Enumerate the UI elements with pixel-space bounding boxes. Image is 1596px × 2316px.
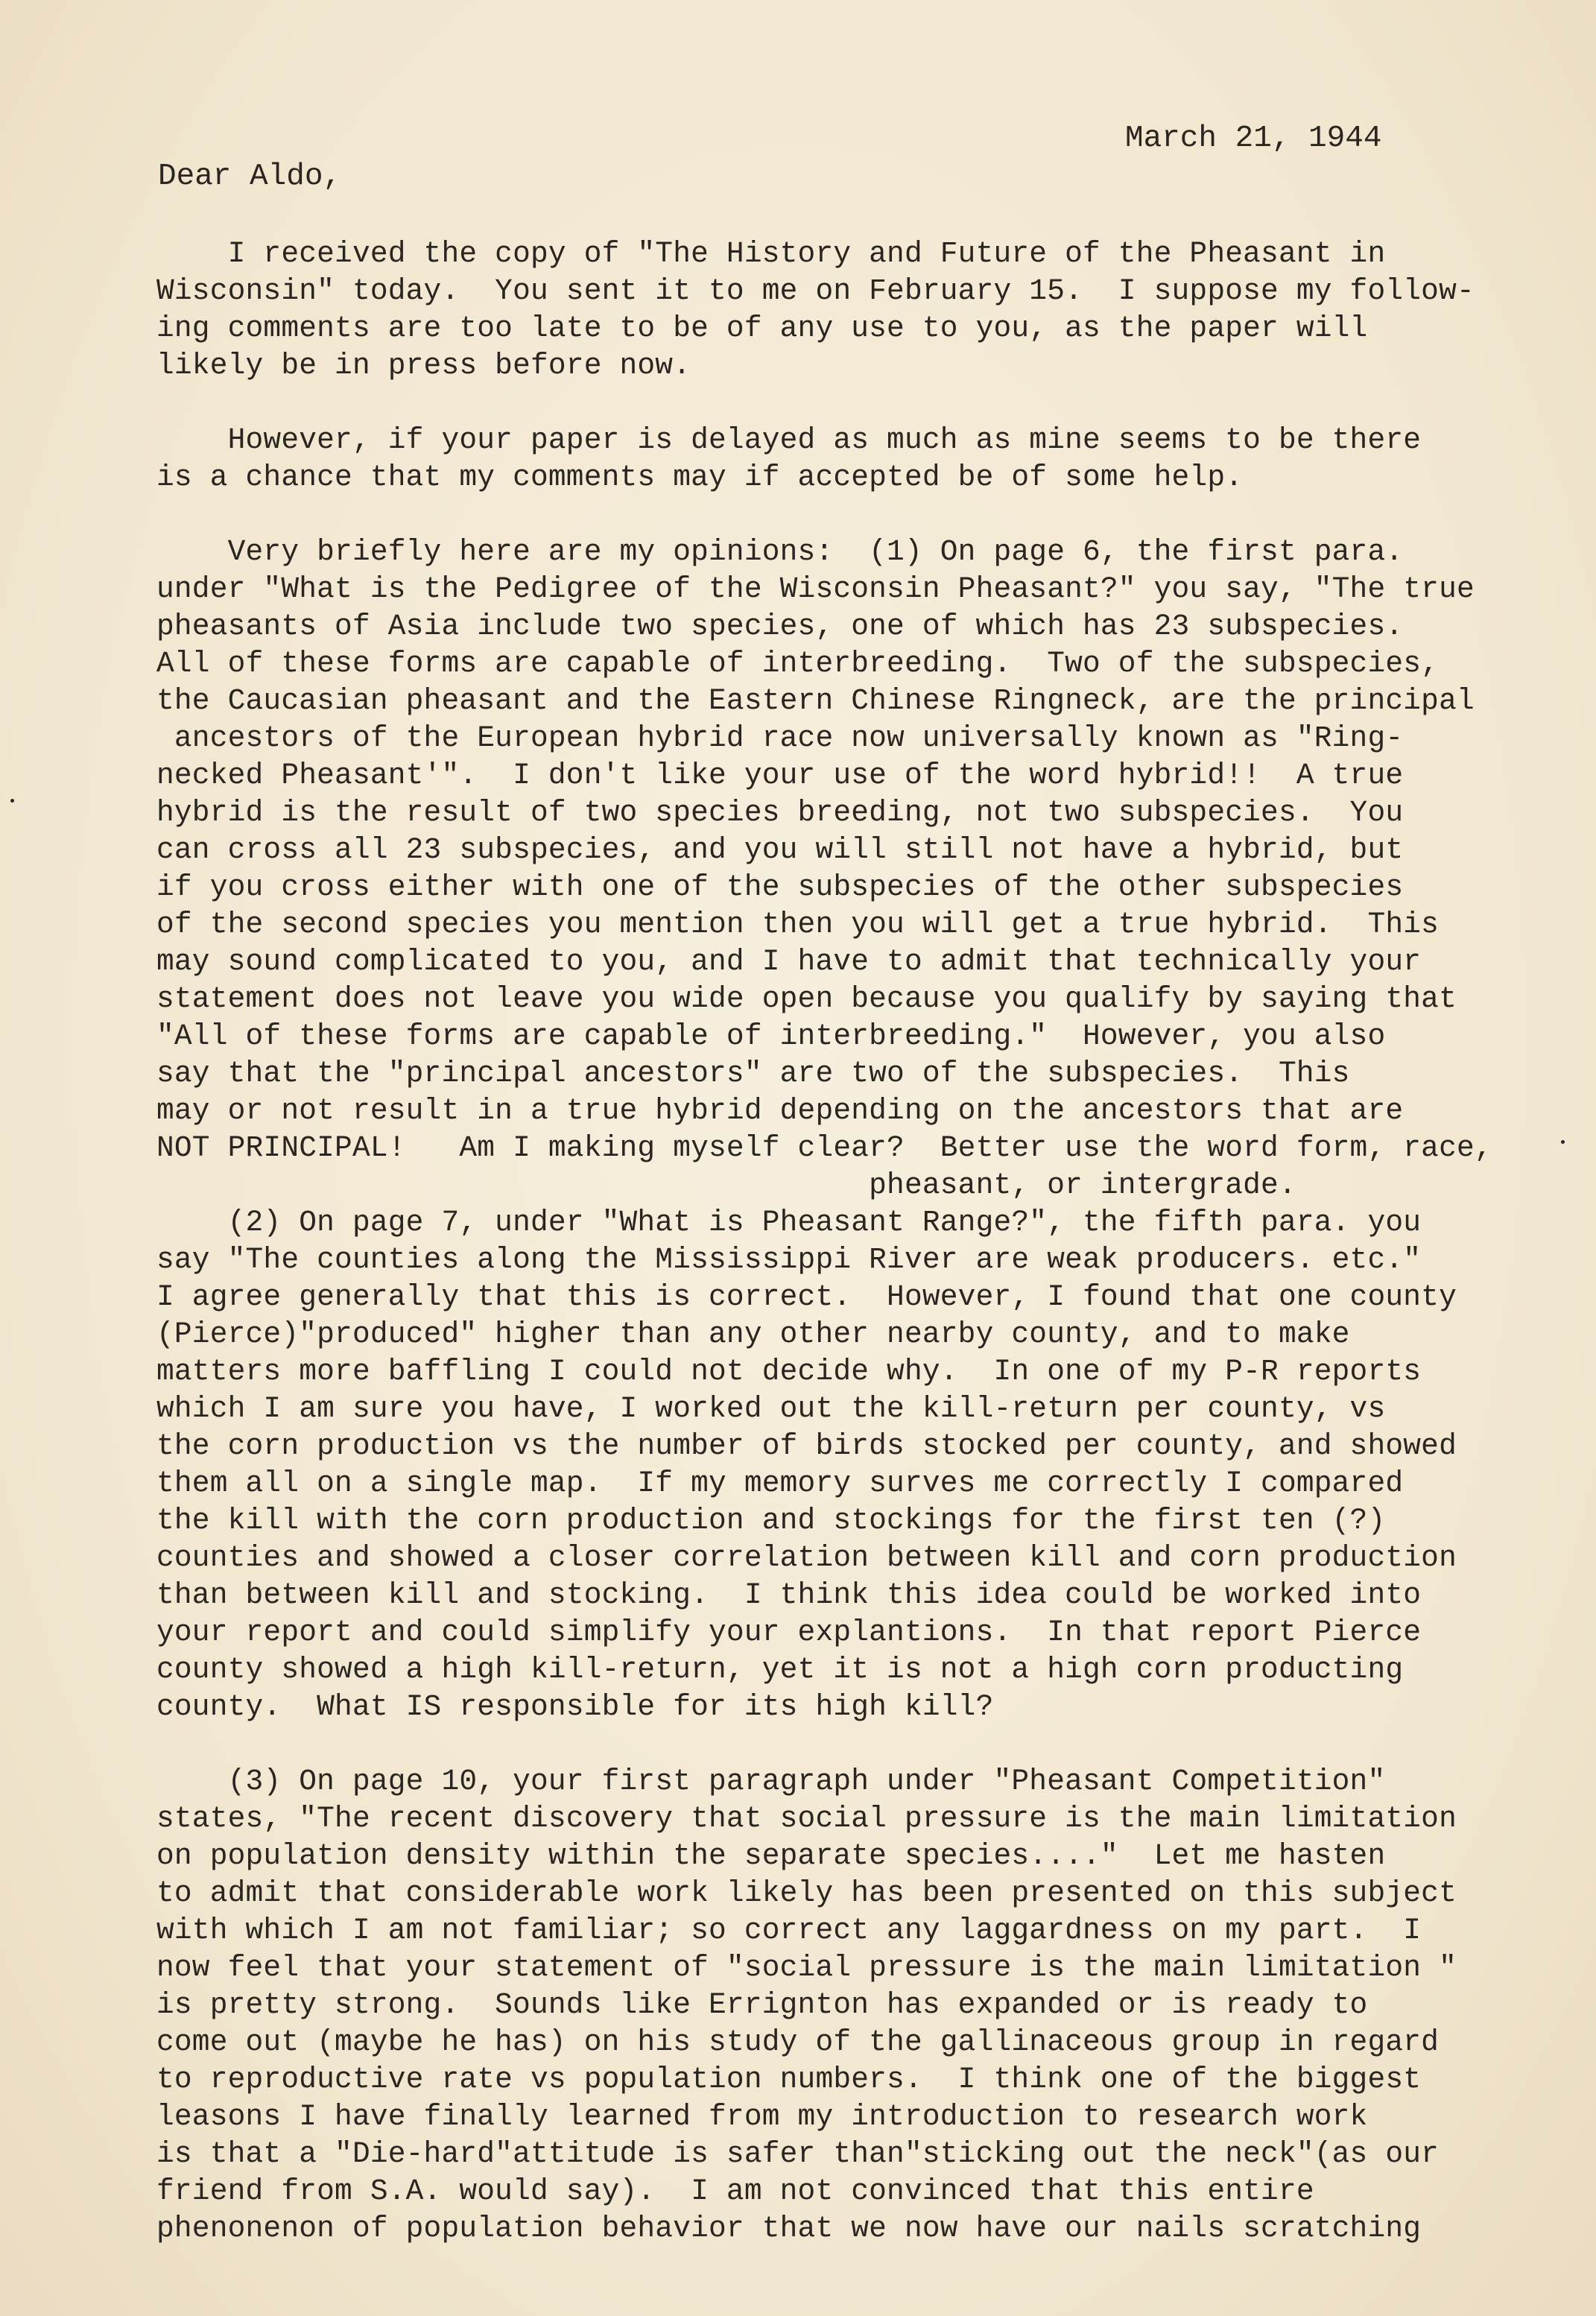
text-line: county. What IS responsible for its high kill? [156,1690,994,1724]
text-line: I received the copy of "The History and Future of the Pheasant in [156,237,1386,270]
salutation: Dear Aldo, [158,159,342,194]
text-line: which I am sure you have, I worked out the kill-return per county, vs [156,1392,1386,1426]
paragraph-3 [156,534,1557,1726]
text-line: may sound complicated to you, and I have to admit that technically your [156,945,1422,978]
paper-speck [1561,1140,1565,1144]
paragraph-1 [156,235,1557,385]
text-line: the corn production vs the number of birds stocked per county, and showed [156,1429,1457,1463]
text-line: pheasant, or intergrade. [156,1168,1296,1202]
text-line: of the second species you mention then you will get a true hybrid. This [156,908,1440,941]
text-line: ancestors of the European hybrid race now universally known as "Ring- [156,721,1404,755]
text-line: (Pierce)"produced" higher than any other nearby county, and to make [156,1317,1350,1351]
letter-date: March 21, 1944 [1125,121,1382,156]
text-line: say that the "principal ancestors" are two of the subspecies. This [156,1057,1350,1090]
text-line: say "The counties along the Mississippi River are weak producers. etc." [156,1243,1422,1276]
text-line: is that a "Die-hard"attitude is safer than"sticking out the neck"(as our [156,2137,1440,2171]
text-line: if you cross either with one of the subspecies of the other subspecies [156,870,1404,904]
text-line: "All of these forms are capable of interbreeding." However, you also [156,1019,1386,1053]
text-line: All of these forms are capable of interbreeding. Two of the subspecies, [156,647,1440,680]
text-line: Wisconsin" today. You sent it to me on February 15. I suppose my follow- [156,274,1475,308]
text-line: come out (maybe he has) on his study of the gallinaceous group in regard [156,2025,1440,2059]
text-line: counties and showed a closer correlation between kill and corn production [156,1541,1457,1575]
paragraph-4 [156,1763,1557,2247]
text-line: friend from S.A. would say). I am not convinced that this entire [156,2174,1314,2208]
text-line: NOT PRINCIPAL! Am I making myself clear? Better use the word form, race, [156,1131,1492,1165]
text-line: to admit that considerable work likely has been presented on this subject [156,1876,1457,1910]
text-line: your report and could simplify your explantions. In that report Pierce [156,1616,1422,1649]
text-line: (3) On page 10, your first paragraph under "Pheasant Competition" [156,1765,1386,1798]
paragraph-2 [156,422,1557,496]
text-line: can cross all 23 subspecies, and you will still not have a hybrid, but [156,833,1404,867]
text-line: likely be in press before now. [156,349,691,382]
text-line: under "What is the Pedigree of the Wisconsin Pheasant?" you say, "The true [156,572,1475,606]
text-line: (2) On page 7, under "What is Pheasant Range?", the fifth para. you [156,1206,1422,1239]
text-line: may or not result in a true hybrid depending on the ancestors that are [156,1094,1404,1127]
text-line: county showed a high kill-return, yet it is not a high corn producting [156,1653,1404,1686]
text-line: matters more baffling I could not decide why. In one of my P-R reports [156,1355,1422,1388]
text-line: pheasants of Asia include two species, one of which has 23 subspecies. [156,610,1404,643]
text-line: phenonenon of population behavior that we now have our nails scratching [156,2212,1422,2245]
text-line: is a chance that my comments may if accepted be of some help. [156,461,1244,494]
text-line: leasons I have finally learned from my introduction to research work [156,2100,1368,2133]
text-line: than between kill and stocking. I think this idea could be worked into [156,1578,1422,1612]
text-line: states, "The recent discovery that social pressure is the main limitation [156,1802,1457,1835]
letter-body [156,235,1557,2247]
text-line: with which I am not familiar; so correct any laggardness on my part. I [156,1914,1422,1947]
text-line: hybrid is the result of two species breeding, not two subspecies. You [156,796,1404,829]
text-line: them all on a single map. If my memory surves me correctly I compared [156,1467,1404,1500]
text-line: on population density within the separate species...." Let me hasten [156,1839,1386,1873]
text-line: I agree generally that this is correct. However, I found that one county [156,1280,1457,1314]
text-line: statement does not leave you wide open because you qualify by saying that [156,982,1457,1016]
text-line: Very briefly here are my opinions: (1) On page 6, the first para. [156,535,1404,569]
text-line: ing comments are too late to be of any use to you, as the paper will [156,311,1368,345]
text-line: to reproductive rate vs population numbers. I think one of the biggest [156,2063,1422,2096]
paper-speck [10,799,14,803]
text-line: the kill with the corn production and stockings for the first ten (?) [156,1504,1386,1537]
text-line: now feel that your statement of "social pressure is the main limitation " [156,1951,1457,1984]
text-line: the Caucasian pheasant and the Eastern Chinese Ringneck, are the principal [156,684,1475,718]
text-line: is pretty strong. Sounds like Errignton has expanded or is ready to [156,1988,1368,2022]
text-line: However, if your paper is delayed as much as mine seems to be there [156,423,1422,457]
text-line: necked Pheasant'". I don't like your use of the word hybrid!! A true [156,759,1404,792]
